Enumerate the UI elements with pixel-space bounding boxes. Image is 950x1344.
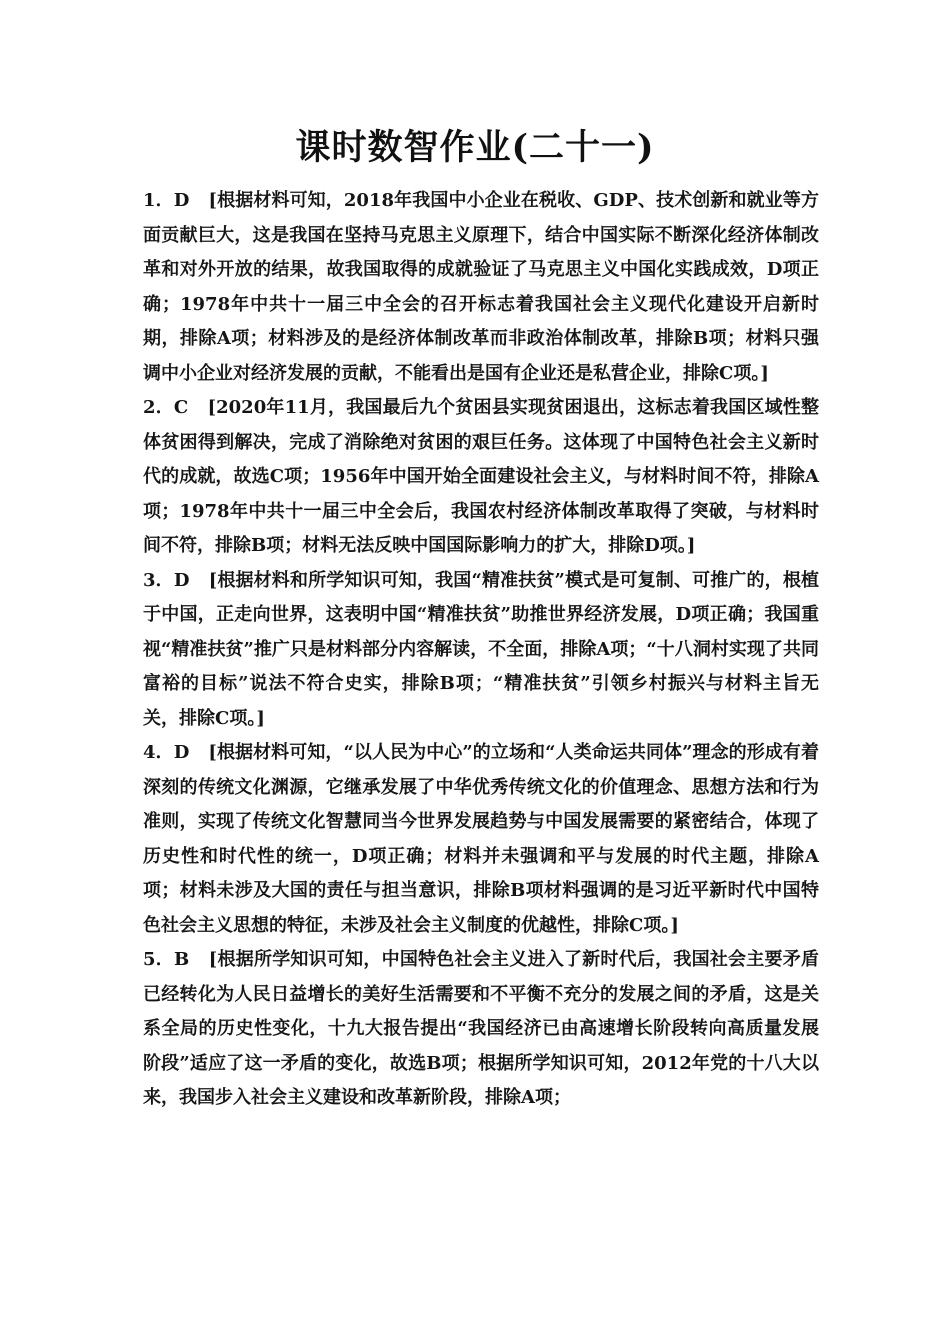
answer-item-4 — [143, 736, 819, 943]
item-number: 1． — [143, 190, 174, 211]
item-answer: D — [173, 190, 190, 211]
item-number: 2． — [143, 397, 174, 418]
answer-item-1 — [143, 184, 819, 391]
item-number: 4． — [143, 742, 174, 763]
item-explanation: [根据材料和所学知识可知，我国“精准扶贫”模式是可复制、可推广的，根植于中国，正走向世界，这表明中国“精准扶贫”助推世界经济发展，D项正确；我国重视“精准扶贫”推广只是材料部分内容解读，不全面，排除A项；“十八洞村实现了共同富裕的目标”说法不符合史实，排除B项；“精准扶贫”引领乡村振兴与材料主旨无关，排除C项。] — [143, 569, 819, 729]
answer-item-3 — [143, 564, 819, 737]
item-answer: B — [174, 949, 190, 970]
item-number: 3． — [143, 569, 174, 591]
item-explanation: [根据材料可知，2018年我国中小企业在税收、GDP、技术创新和就业等方面贡献巨大，这是我国在坚持马克思主义原理下，结合中国实际不断深化经济体制改革和对外开放的结果，故我国取得的成就验证了马克思主义中国化实践成效，D项正确；1978年中共十一届三中全会的召开标志着我国社会主义现代化建设开启新时期，排除A项；材料涉及的是经济体制改革而非政治体制改革，排除B项；材料只强调中小企业对经济发展的贡献，不能看出是国有企业还是私营企业，排除C项。] — [143, 190, 819, 384]
item-explanation: [根据所学知识可知，中国特色社会主义进入了新时代后，我国社会主要矛盾已经转化为人民日益增长的美好生活需要和不平衡不充分的发展之间的矛盾，这是关系全局的历史性变化，十九大报告提出“我国经济已由高速增长阶段转向高质量发展阶段”适应了这一矛盾的变化，故选B项；根据所学知识可知，2012年党的十八大以来，我国步入社会主义建设和改革新阶段，排除A项； — [143, 949, 819, 1108]
answer-list — [143, 184, 819, 1116]
page-title: 课时数智作业(二十一) — [295, 127, 655, 168]
item-number: 5． — [143, 949, 174, 970]
item-explanation: [2020年11月，我国最后九个贫困县实现贫困退出，这标志着我国区域性整体贫困得到解决，完成了消除绝对贫困的艰巨任务。这体现了中国特色社会主义新时代的成就，故选C项；1956年中国开始全面建设社会主义，与材料时间不符，排除A项；1978年中共十一届三中全会后，我国农村经济体制改革取得了突破，与材料时间不符，排除B项；材料无法反映中国国际影响力的扩大，排除D项。] — [143, 397, 819, 556]
item-answer: D — [173, 569, 190, 591]
item-explanation: [根据材料可知，“以人民为中心”的立场和“人类命运共同体”理念的形成有着深刻的传统文化渊源，它继承发展了中华优秀传统文化的价值理念、思想方法和行为准则，实现了传统文化智慧同当今世界发展趋势与中国发展需要的紧密结合，体现了历史性和时代性的统一，D项正确；材料并未强调和平与发展的时代主题，排除A项；材料未涉及大国的责任与担当意识，排除B项材料强调的是习近平新时代中国特色社会主义思想的特征，未涉及社会主义制度的优越性，排除C项。] — [143, 742, 819, 936]
answer-item-5 — [143, 943, 819, 1116]
answer-item-2 — [143, 391, 819, 564]
item-answer: D — [173, 742, 190, 763]
item-answer: C — [173, 397, 189, 418]
